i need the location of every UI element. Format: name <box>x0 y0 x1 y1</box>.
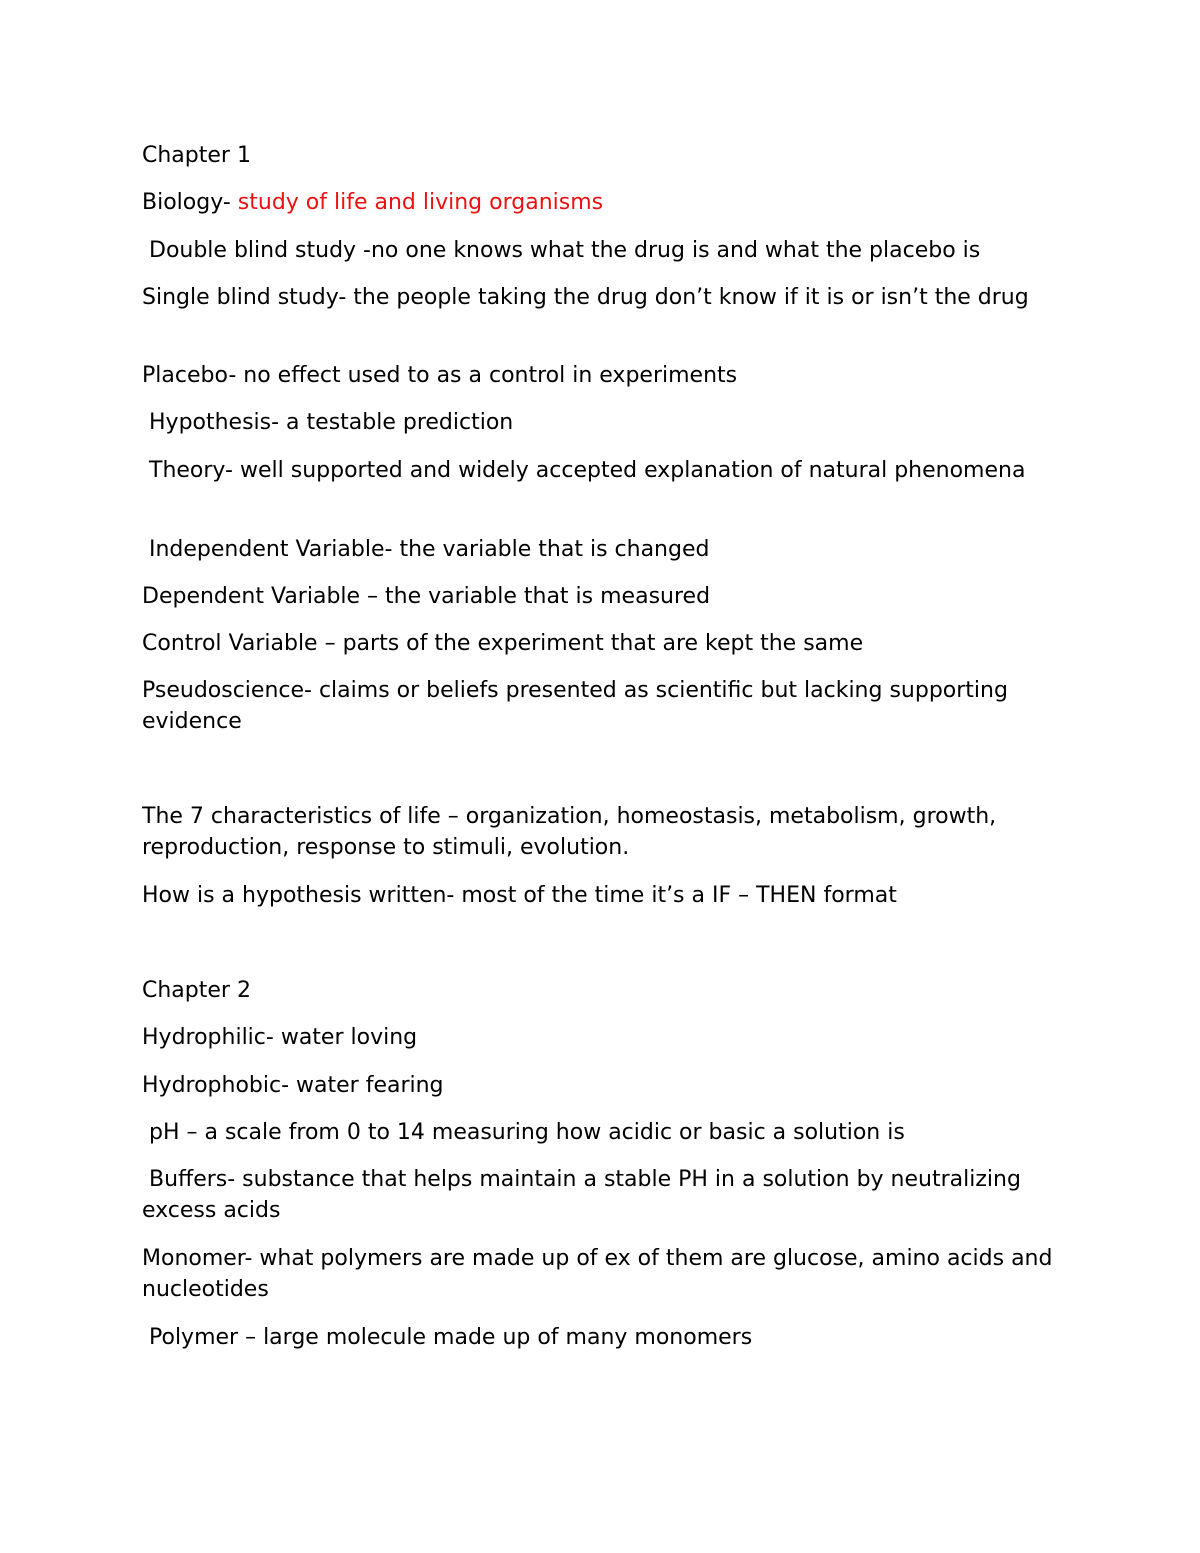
hypothesis-line: Hypothesis- a testable prediction <box>142 410 514 435</box>
pseudoscience-line: Pseudoscience- claims or beliefs presented as scientific but lacking supporting evidence <box>142 678 1015 734</box>
placebo-line: Placebo- no effect used to as a control in experiments <box>142 363 738 388</box>
double-blind-line: Double blind study -no one knows what the drug is and what the placebo is <box>142 238 981 263</box>
hydrophobic-line: Hydrophobic- water fearing <box>142 1073 444 1098</box>
chapter-1-heading: Chapter 1 <box>142 143 251 168</box>
hypothesis-written-line: How is a hypothesis written- most of the time it’s a IF – THEN format <box>142 883 897 908</box>
chapter-2-heading: Chapter 2 <box>142 978 251 1003</box>
biology-term: Biology- <box>142 190 238 215</box>
biology-definition: study of life and living organisms <box>237 190 604 215</box>
hydrophilic-line: Hydrophilic- water loving <box>142 1025 418 1050</box>
monomer-line: Monomer- what polymers are made up of ex of them are glucose, amino acids and nucleotides <box>142 1246 1060 1302</box>
single-blind-line: Single blind study- the people taking the drug don’t know if it is or isn’t the drug <box>142 285 1029 310</box>
ph-line: pH – a scale from 0 to 14 measuring how acidic or basic a solution is <box>142 1120 905 1145</box>
dependent-variable-line: Dependent Variable – the variable that is measured <box>142 584 711 609</box>
buffers-line: Buffers- substance that helps maintain a stable PH in a solution by neutralizing excess acids <box>142 1167 1028 1223</box>
independent-variable-line: Independent Variable- the variable that is changed <box>142 537 710 562</box>
polymer-line: Polymer – large molecule made up of many monomers <box>142 1325 753 1350</box>
theory-line: Theory- well supported and widely accepted explanation of natural phenomena <box>142 458 1026 483</box>
biology-definition-line <box>142 187 1072 218</box>
control-variable-line: Control Variable – parts of the experiment that are kept the same <box>142 631 864 656</box>
characteristics-line: The 7 characteristics of life – organization, homeostasis, metabolism, growth, reproduction, response to stimuli, evolution. <box>142 804 1004 860</box>
